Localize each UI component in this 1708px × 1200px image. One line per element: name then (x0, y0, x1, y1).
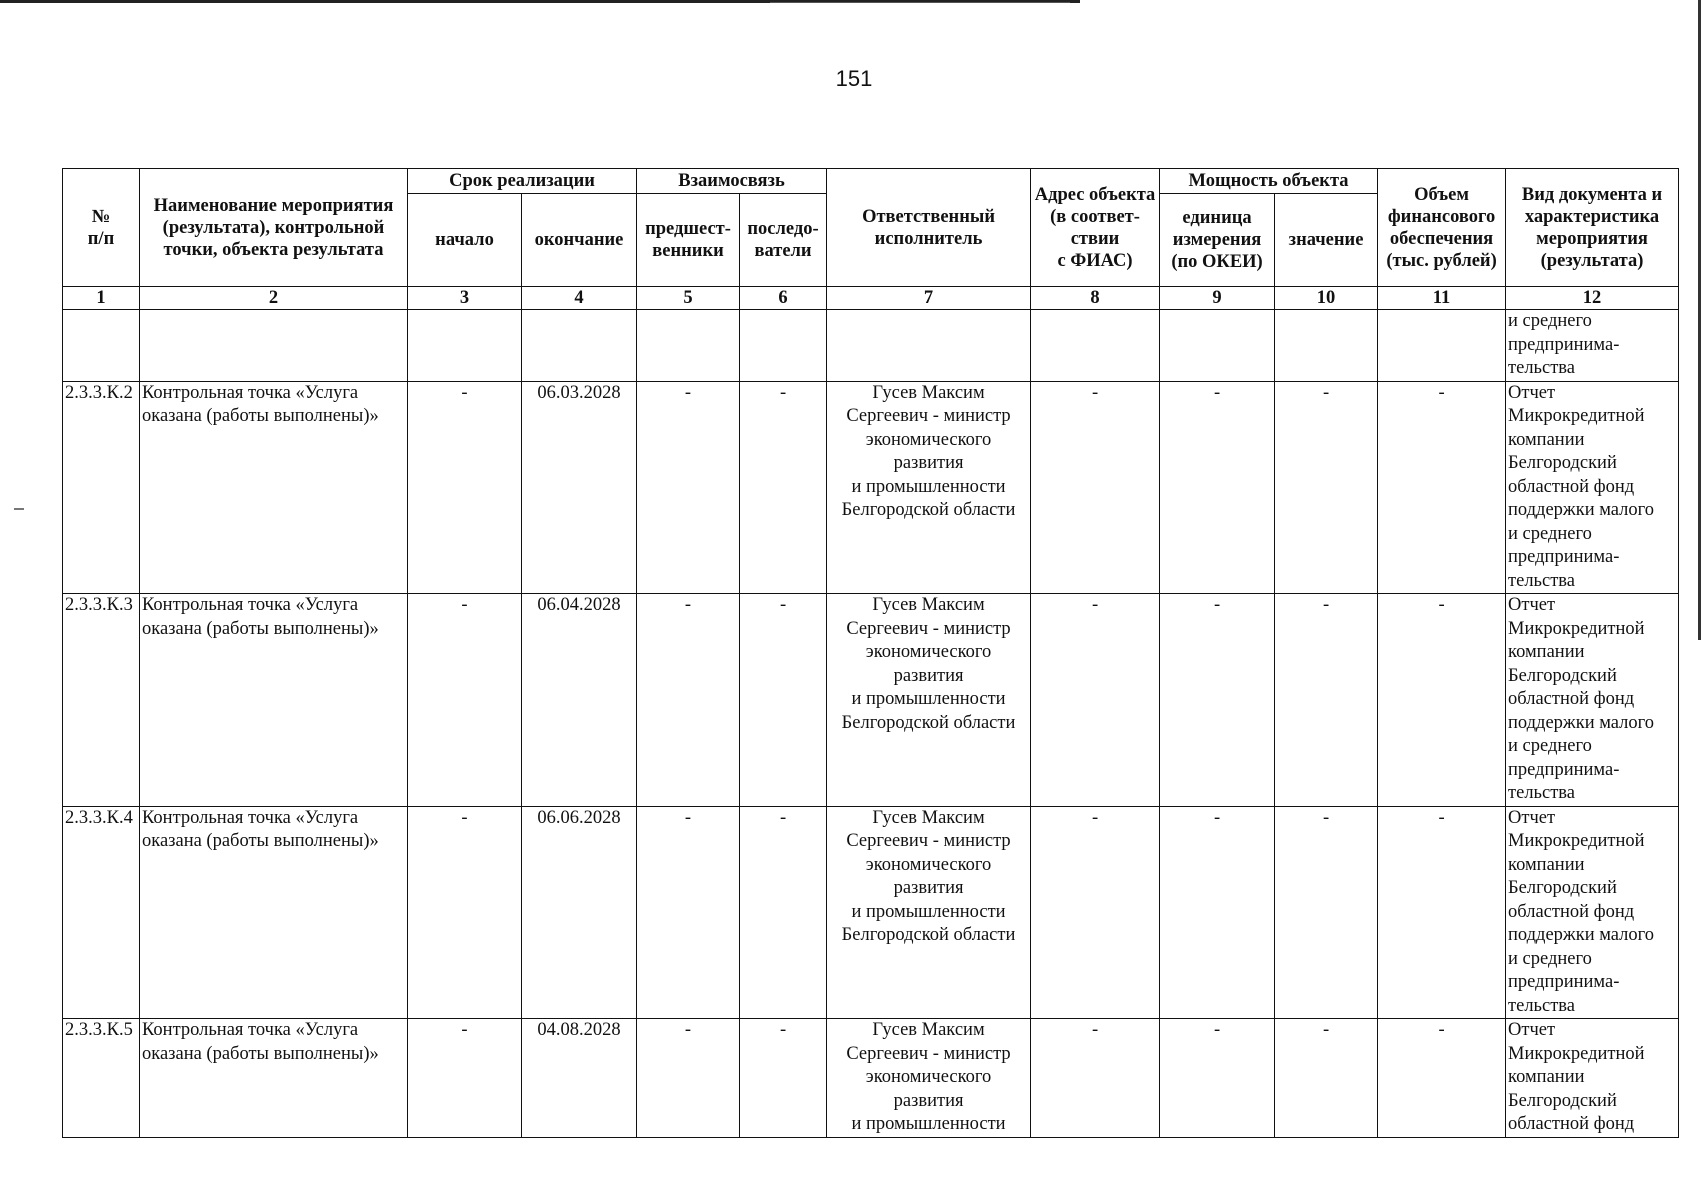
row-doc: Отчет Микрокредитной компании Белгородский областной фонд поддержки малого и среднего предпринима- тельства (1506, 806, 1679, 1019)
header-name: Наименование мероприятия (результата), контрольной точки, объекта результата (140, 169, 408, 287)
row-number: 2.3.3.К.5 (63, 1019, 140, 1138)
row-name: Контрольная точка «Услуга оказана (работы выполнены)» (140, 1019, 408, 1138)
header-capacity: Мощность объекта (1160, 169, 1378, 194)
row-end: 06.06.2028 (522, 806, 637, 1019)
column-number: 5 (637, 287, 740, 310)
header-num: № п/п (63, 169, 140, 287)
row-start: - (408, 381, 522, 594)
header-responsible: Ответственный исполнитель (827, 169, 1031, 287)
column-number: 7 (827, 287, 1031, 310)
activities-table (62, 168, 1679, 1138)
header-term-end: окончание (522, 194, 637, 287)
row-responsible: Гусев Максим Сергеевич - министр экономического развития и промышленности Белгородской области (827, 594, 1031, 807)
row-unit: - (1160, 594, 1275, 807)
continuation-doc-text: и среднего предпринима- тельства (1506, 310, 1679, 382)
row-finance: - (1378, 594, 1506, 807)
row-value: - (1275, 1019, 1378, 1138)
column-number: 4 (522, 287, 637, 310)
row-number: 2.3.3.К.2 (63, 381, 140, 594)
header-term-start: начало (408, 194, 522, 287)
row-doc: Отчет Микрокредитной компании Белгородский областной фонд поддержки малого и среднего предпринима- тельства (1506, 381, 1679, 594)
row-start: - (408, 594, 522, 807)
row-name: Контрольная точка «Услуга оказана (работы выполнены)» (140, 806, 408, 1019)
column-number: 12 (1506, 287, 1679, 310)
row-finance: - (1378, 381, 1506, 594)
scan-edge-right (1698, 0, 1701, 640)
header-term: Срок реализации (408, 169, 637, 194)
row-name: Контрольная точка «Услуга оказана (работы выполнены)» (140, 381, 408, 594)
continuation-row (63, 310, 1679, 382)
row-number: 2.3.3.К.3 (63, 594, 140, 807)
column-number: 3 (408, 287, 522, 310)
scan-mark-left (14, 508, 24, 510)
column-number: 8 (1031, 287, 1160, 310)
row-doc: Отчет Микрокредитной компании Белгородский областной фонд поддержки малого и среднего предпринима- тельства (1506, 594, 1679, 807)
row-value: - (1275, 806, 1378, 1019)
row-unit: - (1160, 381, 1275, 594)
row-predecessors: - (637, 806, 740, 1019)
row-finance: - (1378, 1019, 1506, 1138)
row-unit: - (1160, 1019, 1275, 1138)
row-responsible: Гусев Максим Сергеевич - министр экономического развития и промышленности (827, 1019, 1031, 1138)
row-value: - (1275, 594, 1378, 807)
column-number-row (63, 287, 1679, 310)
column-number: 11 (1378, 287, 1506, 310)
header-relation: Взаимосвязь (637, 169, 827, 194)
header-doc-type: Вид документа и характеристика мероприятия (результата) (1506, 169, 1679, 287)
row-responsible: Гусев Максим Сергеевич - министр экономического развития и промышленности Белгородской области (827, 381, 1031, 594)
table-row (63, 381, 1679, 594)
header-successors: последо- ватели (740, 194, 827, 287)
header-predecessors: предшест- венники (637, 194, 740, 287)
row-address: - (1031, 594, 1160, 807)
header-value: значение (1275, 194, 1378, 287)
row-unit: - (1160, 806, 1275, 1019)
row-successors: - (740, 806, 827, 1019)
table-row (63, 1019, 1679, 1138)
column-number: 1 (63, 287, 140, 310)
column-number: 2 (140, 287, 408, 310)
scan-border-top-thin (770, 2, 1070, 3)
row-successors: - (740, 1019, 827, 1138)
row-address: - (1031, 381, 1160, 594)
row-end: 06.04.2028 (522, 594, 637, 807)
row-address: - (1031, 1019, 1160, 1138)
page-number: 151 (835, 66, 873, 91)
row-predecessors: - (637, 594, 740, 807)
row-name: Контрольная точка «Услуга оказана (работы выполнены)» (140, 594, 408, 807)
row-end: 04.08.2028 (522, 1019, 637, 1138)
header-unit: единица измерения (по ОКЕИ) (1160, 194, 1275, 287)
row-address: - (1031, 806, 1160, 1019)
column-number: 10 (1275, 287, 1378, 310)
row-responsible: Гусев Максим Сергеевич - министр экономического развития и промышленности Белгородской области (827, 806, 1031, 1019)
column-number: 9 (1160, 287, 1275, 310)
header-address: Адрес объекта (в соответ- ствии с ФИАС) (1031, 169, 1160, 287)
table-row (63, 806, 1679, 1019)
row-number: 2.3.3.К.4 (63, 806, 140, 1019)
header-finance: Объем финансового обеспечения (тыс. рублей) (1378, 169, 1506, 287)
row-predecessors: - (637, 381, 740, 594)
header-row-1 (63, 169, 1679, 194)
row-start: - (408, 806, 522, 1019)
table-row (63, 594, 1679, 807)
row-successors: - (740, 381, 827, 594)
row-value: - (1275, 381, 1378, 594)
column-number: 6 (740, 287, 827, 310)
row-start: - (408, 1019, 522, 1138)
row-finance: - (1378, 806, 1506, 1019)
row-doc: Отчет Микрокредитной компании Белгородский областной фонд (1506, 1019, 1679, 1138)
row-end: 06.03.2028 (522, 381, 637, 594)
row-successors: - (740, 594, 827, 807)
row-predecessors: - (637, 1019, 740, 1138)
